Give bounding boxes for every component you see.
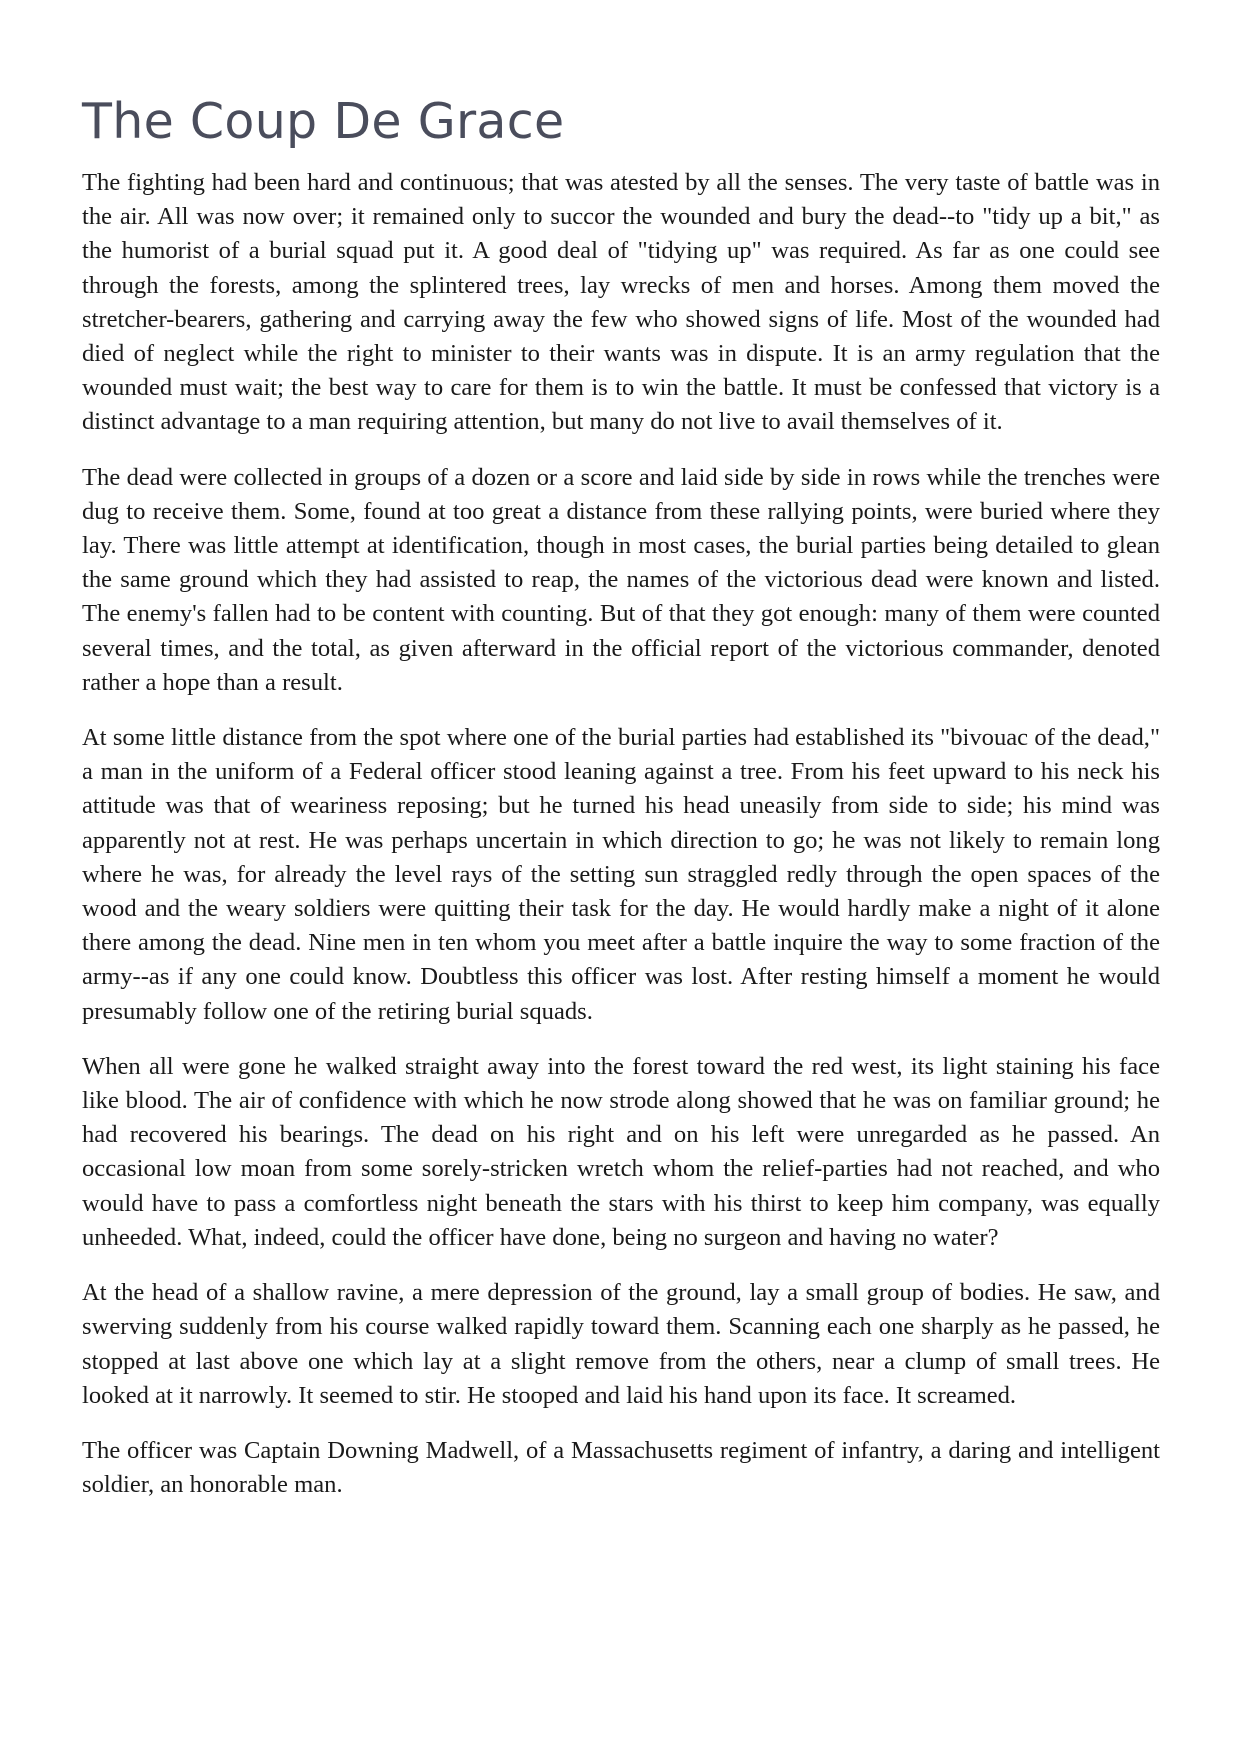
document-title: The Coup De Grace bbox=[82, 93, 565, 150]
document-page bbox=[82, 92, 1160, 1523]
paragraph: At some little distance from the spot where one of the burial parties had established its "bivouac of the dead," a man in the uniform of a Federal officer stood leaning against a tree. From his feet upward to his neck his attitude was that of weariness reposing; but he turned his head uneasily from side to side; his mind was apparently not at rest. He was perhaps uncertain in which direction to go; he was not likely to remain long where he was, for already the level rays of the setting sun straggled redly through the open spaces of the wood and the weary soldiers were quitting their task for the day. He would hardly make a night of it alone there among the dead. Nine men in ten whom you meet after a battle inquire the way to some fraction of the army--as if any one could know. Doubtless this officer was lost. After resting himself a moment he would presumably follow one of the retiring burial squads. bbox=[82, 724, 1160, 1025]
paragraph: At the head of a shallow ravine, a mere depression of the ground, lay a small group of bodies. He saw, and swerving suddenly from his course walked rapidly toward them. Scanning each one sharply as he passed, he stopped at last above one which lay at a slight remove from the others, near a clump of small trees. He looked at it narrowly. It seemed to stir. He stooped and laid his hand upon its face. It screamed. bbox=[82, 1279, 1160, 1409]
paragraph: The dead were collected in groups of a dozen or a score and laid side by side in rows while the trenches were dug to receive them. Some, found at too great a distance from these rallying points, were buried where they lay. There was little attempt at identification, though in most cases, the burial parties being detailed to glean the same ground which they had assisted to reap, the names of the victorious dead were known and listed. The enemy's fallen had to be content with counting. But of that they got enough: many of them were counted several times, and the total, as given afterward in the official report of the victorious commander, denoted rather a hope than a result. bbox=[82, 463, 1160, 696]
paragraph: The fighting had been hard and continuous; that was atested by all the senses. The very taste of battle was in the air. All was now over; it remained only to succor the wounded and bury the dead--to "tidy up a bit," as the humorist of a burial squad put it. A good deal of "tidying up" was required. As far as one could see through the forests, among the splintered trees, lay wrecks of men and horses. Among them moved the stretcher-bearers, gathering and carrying away the few who showed signs of life. Most of the wounded had died of neglect while the right to minister to their wants was in dispute. It is an army regulation that the wounded must wait; the best way to care for them is to win the battle. It must be confessed that victory is a distinct advantage to a man requiring attention, but many do not live to avail themselves of it. bbox=[82, 169, 1160, 436]
paragraph: The officer was Captain Downing Madwell, of a Massachusetts regiment of infantry, a daring and intelligent soldier, an honorable man. bbox=[82, 1436, 1160, 1499]
paragraph: When all were gone he walked straight away into the forest toward the red west, its light staining his face like blood. The air of confidence with which he now strode along showed that he was on familiar ground; he had recovered his bearings. The dead on his right and on his left were unregarded as he passed. An occasional low moan from some sorely-stricken wretch whom the relief-parties had not reached, and who would have to pass a comfortless night beneath the stars with his thirst to keep him company, was equally unheeded. What, indeed, could the officer have done, being no surgeon and having no water? bbox=[82, 1052, 1160, 1251]
